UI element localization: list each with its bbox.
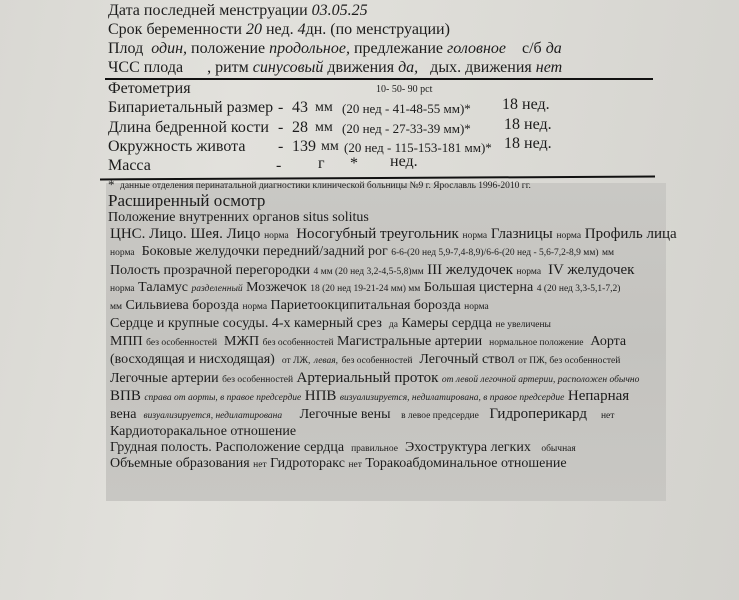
rhythm-label: , ритм	[207, 59, 249, 76]
exam-value: норма	[242, 302, 268, 312]
fetometry-weeks: 18 нед.	[504, 116, 552, 133]
exam-value: мм	[110, 302, 123, 312]
exam-field: Большая цистерна	[423, 280, 534, 295]
exam-field: Камеры сердца	[401, 316, 493, 331]
exam-field: вена	[110, 407, 137, 422]
position-label: положение	[191, 40, 266, 57]
fetometry-dash: -	[278, 119, 284, 136]
exam-field: Сильвиева борозда	[125, 298, 239, 313]
exam-value: в левое предсердие	[401, 411, 479, 421]
exam-value: без особенностей	[146, 338, 218, 348]
exam-field: IV желудочек	[548, 262, 635, 278]
exam-line-cns	[110, 226, 677, 243]
exam-field: МПП	[110, 334, 143, 349]
term-days: 4	[297, 21, 306, 38]
movements-label: движения	[327, 59, 395, 76]
exam-line-septa	[110, 334, 626, 350]
exam-value: мм	[602, 248, 615, 258]
situs-line: Положение внутренних органов situs solitus	[108, 210, 369, 225]
sb-label: с/б	[522, 40, 542, 57]
fetometry-name: Длина бедренной кости	[108, 119, 269, 136]
exam-field: Мозжечок	[246, 280, 307, 295]
extended-exam-title: Расширенный осмотр	[108, 191, 266, 210]
exam-field: Носогубный треугольник	[296, 226, 459, 242]
exam-field: ВПВ	[110, 388, 141, 404]
exam-value: да	[388, 320, 398, 330]
exam-field: НПВ	[304, 388, 337, 404]
fetometry-dash: -	[276, 157, 282, 174]
fetometry-name: Масса	[108, 157, 151, 174]
exam-field: Магистральные артерии	[337, 334, 483, 349]
rhythm-value: синусовый	[252, 59, 324, 76]
exam-value: разделенный	[191, 284, 243, 294]
fetometry-value: 28	[292, 119, 308, 136]
exam-field: Полость прозрачной перегородки	[110, 263, 311, 278]
exam-field: Торакоабдоминальное отношение	[365, 456, 567, 471]
exam-line-thorax	[110, 440, 576, 456]
fetometry-ref: *	[350, 155, 358, 172]
position-value: продольное,	[269, 40, 350, 57]
exam-line-septum	[110, 262, 634, 279]
exam-value: 4 (20 нед 3,3-5,1-7,2)	[536, 284, 621, 294]
exam-value: правильное	[351, 444, 398, 454]
exam-value: визуализируется, недилатирована, в правое предсердие	[339, 393, 565, 403]
presentation-value: головное	[447, 40, 506, 57]
exam-line-masses-thorax	[110, 456, 567, 472]
lmp-line	[108, 2, 368, 20]
divider-fetometry	[100, 176, 655, 181]
lmp-label: Дата последней менструации	[108, 2, 308, 19]
exam-value: нормальное положение	[489, 338, 584, 348]
exam-value: норма	[110, 284, 135, 294]
exam-field: Непарная	[567, 388, 630, 404]
fetometry-unit: мм	[315, 100, 333, 115]
lmp-value: 03.05.25	[311, 2, 368, 19]
fetometry-unit: г	[318, 155, 325, 172]
exam-line-svc	[110, 388, 629, 405]
fetometry-ref: (20 нед - 27-33-39 мм)*	[342, 121, 471, 136]
percentile-header: 10- 50- 90 pct	[376, 84, 433, 95]
exam-value: нет	[348, 460, 362, 470]
exam-line-ct-ratio	[110, 424, 296, 440]
exam-value: не увеличены	[495, 320, 551, 330]
exam-value: норма	[556, 231, 582, 241]
fetometry-weeks: 18 нед.	[504, 135, 552, 152]
exam-field: Легочный ствол	[419, 352, 515, 367]
exam-field: Объемные образования	[110, 456, 250, 471]
sb-value: да	[545, 40, 562, 57]
movements-value: да,	[398, 59, 419, 76]
fetus-count: один,	[151, 40, 188, 57]
exam-line-azygos	[110, 406, 614, 423]
exam-line-sylvian	[110, 298, 489, 314]
exam-field: Профиль лица	[584, 226, 677, 242]
term-line	[108, 21, 450, 39]
exam-field: Артериальный проток	[296, 370, 439, 386]
exam-field: Сердце и крупные сосуды. 4-х камерный срез	[110, 316, 382, 331]
term-weeks: 20	[245, 21, 262, 38]
fetometry-dash: -	[278, 99, 284, 116]
exam-value: без особенностей	[262, 338, 334, 348]
exam-value: от ЛЖ,	[281, 356, 311, 366]
exam-field: Гидроперикард	[489, 406, 587, 422]
exam-line-thalamus	[110, 280, 620, 296]
footnote-mark: *	[108, 177, 115, 192]
fetometry-weeks: 18 нед.	[502, 96, 550, 113]
exam-field: (восходящая и нисходящая)	[110, 352, 275, 367]
heart-rate-line	[108, 59, 562, 77]
fetometry-value: 139	[292, 138, 316, 155]
exam-field: Эхоструктура легких	[404, 440, 531, 455]
exam-value: без особенностей	[341, 356, 413, 366]
exam-value: норма	[264, 231, 289, 241]
exam-value: 6-6-(20 нед 5,9-7,4-8,9)/6-6-(20 нед - 5,6-7,2-8,9 мм)	[391, 248, 599, 258]
exam-value: от левой легочной артерии, расположен обычно	[441, 375, 640, 385]
fetometry-title: Фетометрия	[108, 80, 191, 97]
exam-value: нет	[253, 460, 267, 470]
exam-field: III желудочек	[427, 262, 513, 278]
fetometry-unit: мм	[315, 120, 333, 135]
exam-value: визуализируется, недилатирована	[143, 411, 283, 421]
exam-value: норма	[110, 248, 135, 258]
exam-field: Боковые желудочки передний/задний рог	[141, 244, 388, 259]
exam-field: Таламус	[138, 280, 188, 295]
exam-value: норма	[464, 302, 489, 312]
fetus-label: Плод	[108, 40, 144, 57]
exam-value: без особенностей	[222, 375, 294, 385]
term-weeks-unit: нед.	[265, 21, 294, 38]
fetometry-name: Окружность живота	[108, 138, 246, 155]
exam-value: 18 (20 нед 19-21-24 мм) мм	[310, 284, 421, 294]
exam-value: 4 мм (20 нед 3,2-4,5-5,8)мм	[313, 267, 424, 277]
exam-field: Глазницы	[490, 226, 553, 242]
exam-value: норма	[462, 231, 488, 241]
exam-value: левая,	[313, 356, 339, 366]
exam-field: Аорта	[590, 334, 627, 349]
fetometry-value: 43	[292, 99, 308, 116]
exam-line-ventricles	[110, 244, 614, 260]
exam-field: МЖП	[224, 334, 260, 349]
exam-field: Легочные вены	[299, 407, 391, 422]
exam-field: Легочные артерии	[110, 371, 219, 386]
exam-value: обычная	[541, 444, 576, 454]
exam-field: Гидроторакс	[270, 456, 345, 471]
exam-line-heart	[110, 316, 551, 332]
fetometry-ref: (20 нед - 41-48-55 мм)*	[342, 101, 471, 116]
exam-value: нет	[600, 411, 615, 421]
exam-field: Париетоокципитальная борозда	[270, 298, 461, 313]
exam-value: справа от аорты, в правое предсердие	[144, 393, 302, 403]
breathing-label: дых. движения	[430, 59, 532, 76]
fetometry-unit: мм	[321, 139, 339, 154]
presentation-label: предлежание	[353, 40, 443, 57]
exam-line-pulmonary-arteries	[110, 370, 639, 387]
exam-field: Кардиоторакальное отношение	[110, 424, 297, 439]
exam-line-aorta	[110, 352, 620, 368]
exam-value: от ПЖ, без особенностей	[518, 356, 621, 366]
breathing-value: нет	[535, 59, 563, 76]
fetometry-dash: -	[278, 138, 284, 155]
term-label: Срок беременности	[108, 21, 242, 38]
exam-field: ЦНС. Лицо. Шея. Лицо	[110, 226, 261, 242]
fetometry-name: Бипариетальный размер	[108, 99, 274, 116]
footnote-text: данные отделения перинатальной диагностики клинической больницы №9 г. Ярославль 1996-2010 гг.	[120, 181, 531, 191]
fetus-line	[108, 40, 562, 58]
hr-label: ЧСС плода	[108, 59, 184, 76]
exam-value: норма	[516, 267, 542, 277]
term-days-unit: дн. (по менструации)	[305, 21, 450, 38]
exam-field: Грудная полость. Расположение сердца	[110, 440, 345, 455]
fetometry-weeks: нед.	[390, 153, 418, 170]
fetometry-ref: (20 нед - 115-153-181 мм)*	[344, 140, 492, 155]
